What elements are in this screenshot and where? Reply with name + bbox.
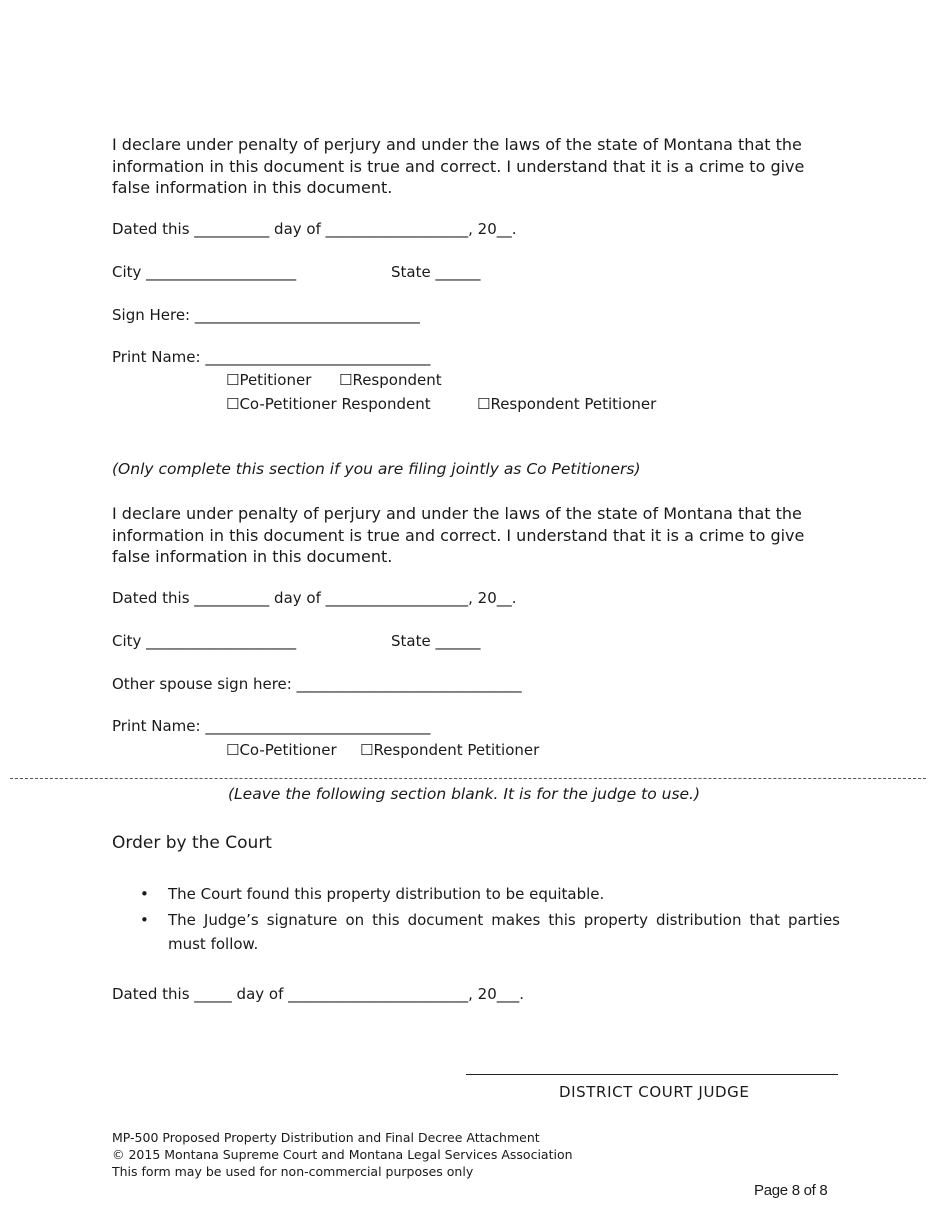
bullet-icon: • — [140, 885, 149, 903]
bullet-text: The Court found this property distribution to be equitable. — [168, 885, 605, 903]
judge-note: (Leave the following section blank. It is for the judge to use.) — [228, 785, 701, 803]
section-divider — [10, 778, 926, 779]
declaration-1-dated-line[interactable]: Dated this __________ day of ___________________, 20__. — [112, 220, 517, 238]
checkbox-respondent-petitioner-2[interactable]: ☐Respondent Petitioner — [360, 741, 540, 759]
footer-usage: This form may be used for non-commercial purposes only — [112, 1164, 474, 1179]
declaration-2-signature-line[interactable]: Other spouse sign here: ______________________________ — [112, 675, 522, 693]
checkbox-respondent-petitioner[interactable]: ☐Respondent Petitioner — [477, 395, 657, 413]
declaration-2-text: I declare under penalty of perjury and under the laws of the state of Montana that the information in this document is true and correct. I understand that it is a crime to give false information in this document. — [112, 504, 805, 566]
footer-copyright: © 2015 Montana Supreme Court and Montana Legal Services Association — [112, 1147, 573, 1162]
checkbox-co-petitioner[interactable]: ☐Co-Petitioner — [226, 741, 337, 759]
declaration-2-state-field[interactable]: State ______ — [391, 632, 481, 650]
declaration-2-dated-line[interactable]: Dated this __________ day of ___________________, 20__. — [112, 589, 517, 607]
checkbox-co-petitioner-respondent[interactable]: ☐Co-Petitioner Respondent — [226, 395, 431, 413]
order-dated-line[interactable]: Dated this _____ day of ________________________, 20___. — [112, 985, 525, 1003]
bullet-icon: • — [140, 911, 149, 929]
order-heading: Order by the Court — [112, 833, 272, 853]
bullet-text: The Judge’s signature on this document makes this property distribution that parties must follow. — [168, 911, 840, 953]
declaration-2-print-name-line[interactable]: Print Name: ______________________________ — [112, 717, 431, 735]
declaration-1-signature-line[interactable]: Sign Here: ______________________________ — [112, 306, 420, 324]
page-number: Page 8 of 8 — [754, 1182, 828, 1199]
judge-signature-label: DISTRICT COURT JUDGE — [559, 1083, 750, 1101]
declaration-1-text: I declare under penalty of perjury and under the laws of the state of Montana that the information in this document is true and correct. I understand that it is a crime to give false information in this document. — [112, 135, 805, 197]
footer-form-title: MP-500 Proposed Property Distribution and Final Decree Attachment — [112, 1130, 540, 1145]
checkbox-respondent[interactable]: ☐Respondent — [339, 371, 442, 389]
list-item — [140, 908, 840, 956]
checkbox-petitioner[interactable]: ☐Petitioner — [226, 371, 312, 389]
declaration-1-print-name-line[interactable]: Print Name: ______________________________ — [112, 348, 431, 366]
declaration-1-city-field[interactable]: City ____________________ — [112, 263, 297, 281]
list-item — [140, 882, 840, 906]
judge-signature-line[interactable] — [466, 1074, 838, 1075]
order-bullet-list — [140, 882, 840, 956]
declaration-2-city-field[interactable]: City ____________________ — [112, 632, 297, 650]
co-petitioner-note: (Only complete this section if you are filing jointly as Co Petitioners) — [112, 460, 641, 478]
declaration-1-state-field[interactable]: State ______ — [391, 263, 481, 281]
